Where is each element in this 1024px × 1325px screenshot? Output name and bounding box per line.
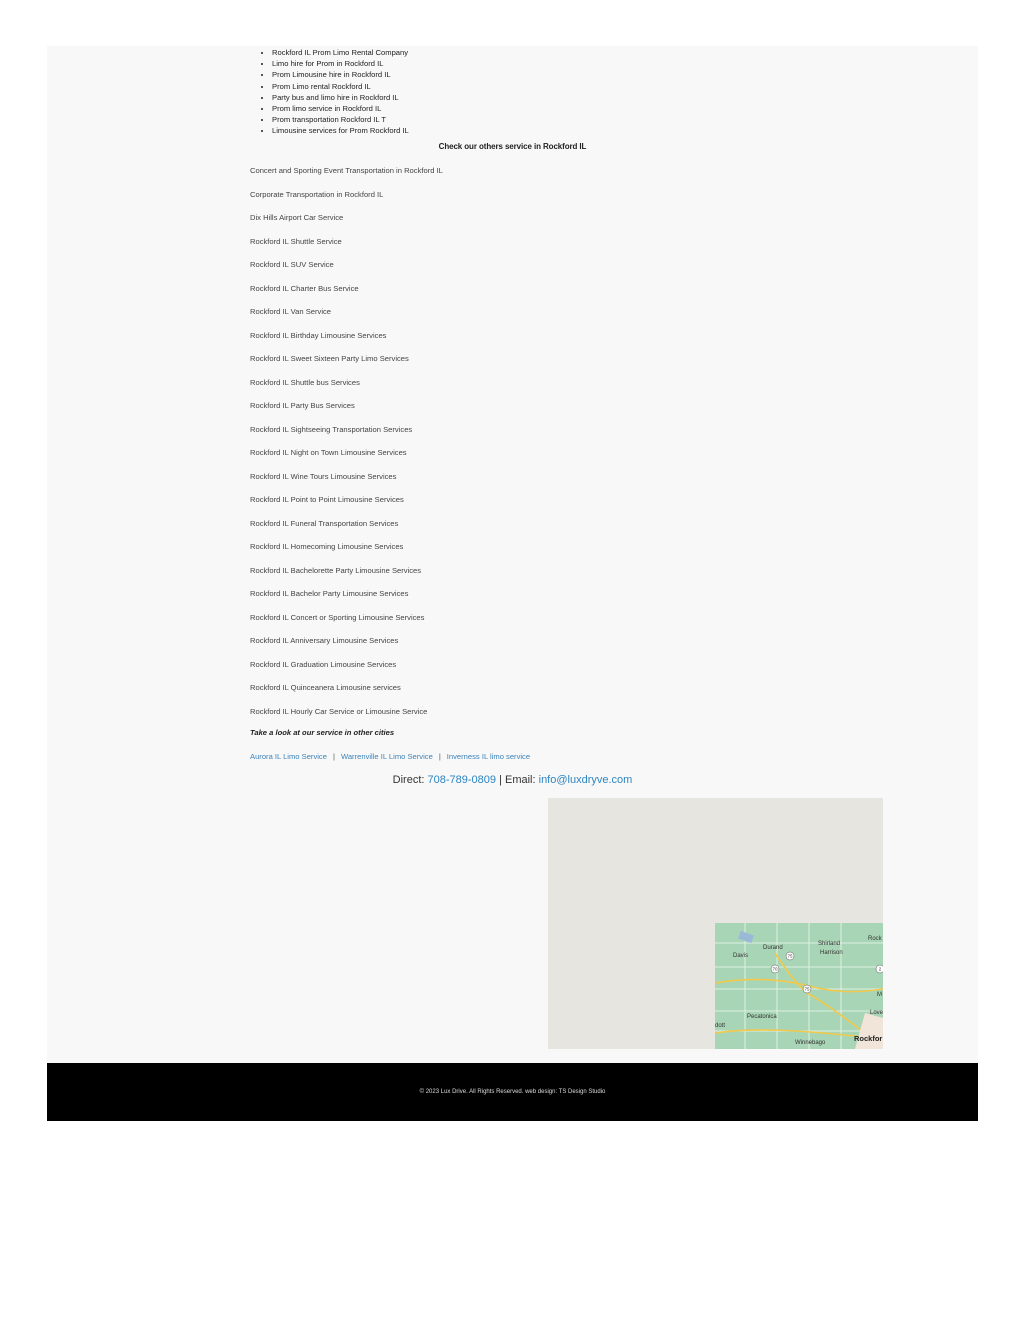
email-link[interactable]: info@luxdryve.com [538, 774, 633, 786]
service-link[interactable]: Rockford IL Homecoming Limousine Services [250, 542, 404, 551]
service-link[interactable]: Rockford IL Hourly Car Service or Limousine Service [250, 706, 428, 716]
route-number: 70 [772, 966, 778, 972]
service-link[interactable]: Rockford IL Bachelorette Party Limousine Services [250, 565, 422, 575]
city-link-aurora[interactable]: Aurora IL Limo Service [250, 752, 327, 761]
route-number: 75 [787, 953, 793, 959]
separator: | [438, 752, 441, 761]
map-label: Davis [733, 953, 749, 959]
list-item: • Rockford IL Prom Limo Rental Company [272, 47, 409, 58]
service-link[interactable]: Rockford IL Birthday Limousine Services [250, 330, 387, 340]
map-label: dott [715, 1023, 726, 1029]
service-link[interactable]: Rockford IL Van Service [250, 307, 332, 316]
map-label: Durand [763, 945, 783, 951]
city-link-warrenville[interactable]: Warrenville IL Limo Service [340, 752, 433, 761]
service-link[interactable]: Corporate Transportation in Rockford IL [250, 189, 384, 199]
service-link[interactable]: Rockford IL Night on Town Limousine Services [250, 448, 407, 457]
other-cities-heading: Take a look at our service in other cities [250, 728, 395, 737]
route-number: 2 [878, 966, 882, 972]
service-link[interactable]: Rockford IL Concert or Sporting Limousine Services [250, 612, 425, 622]
map-label: M [877, 992, 882, 998]
service-link[interactable]: Rockford IL Shuttle Service [250, 236, 342, 246]
map-label: Winnebago [795, 1040, 826, 1046]
city-link-inverness[interactable]: Inverness IL limo service [446, 752, 531, 761]
list-item: • Limousine services for Prom Rockford IL [272, 125, 409, 136]
list-item: • Party bus and limo hire in Rockford IL [272, 92, 409, 103]
service-link[interactable]: Rockford IL Graduation Limousine Services [250, 659, 397, 669]
map-tile [715, 923, 883, 1049]
service-link[interactable]: Rockford IL Party Bus Services [250, 401, 355, 410]
service-link[interactable]: Rockford IL Wine Tours Limousine Services [250, 471, 397, 481]
direct-label: Direct: [392, 774, 425, 786]
prom-services-list [250, 47, 409, 137]
service-link[interactable]: Rockford IL Funeral Transportation Services [250, 518, 399, 528]
phone-link[interactable]: 708-789-0809 [427, 774, 497, 786]
list-item: • Limo hire for Prom in Rockford IL [272, 58, 409, 69]
email-label: Email: [505, 774, 536, 786]
page-content-area [47, 46, 978, 1063]
separator: | [332, 752, 335, 761]
map-label: Pecatonica [747, 1014, 777, 1020]
footer [47, 1063, 978, 1121]
list-item: • Prom Limo rental Rockford IL [272, 81, 409, 92]
service-link[interactable]: Rockford IL Anniversary Limousine Services [250, 636, 399, 645]
service-link[interactable]: Rockford IL Point to Point Limousine Services [250, 495, 404, 504]
embedded-map[interactable] [548, 798, 883, 1049]
map-label: Love [870, 1010, 883, 1016]
service-link[interactable]: Rockford IL Quinceanera Limousine services [250, 683, 401, 692]
contact-line [250, 774, 775, 786]
service-link[interactable]: Rockford IL Bachelor Party Limousine Services [250, 589, 409, 598]
others-services-heading: Check our others service in Rockford IL [438, 142, 587, 151]
list-item: • Prom Limousine hire in Rockford IL [272, 69, 409, 80]
list-item: • Prom limo service in Rockford IL [272, 103, 409, 114]
map-label: Shirland [818, 941, 841, 947]
route-number: 75 [804, 986, 810, 992]
service-link[interactable]: Rockford IL Charter Bus Service [250, 283, 359, 293]
map-label: Rockfor [854, 1034, 883, 1043]
list-item: • Prom transportation Rockford IL T [272, 114, 409, 125]
service-link[interactable]: Rockford IL SUV Service [250, 260, 334, 269]
service-link[interactable]: Rockford IL Sightseeing Transportation Services [250, 424, 413, 434]
other-cities-links [250, 752, 530, 761]
service-link[interactable]: Dix Hills Airport Car Service [250, 213, 344, 222]
service-link[interactable]: Concert and Sporting Event Transportation in Rockford IL [250, 166, 443, 175]
footer-copyright: © 2023 Lux Drive. All Rights Reserved. web design: TS Design Studio [419, 1089, 606, 1095]
service-link[interactable]: Rockford IL Shuttle bus Services [250, 377, 360, 387]
map-label: Rock [868, 936, 882, 942]
map-label: Harrison [820, 950, 843, 956]
separator: | [499, 774, 502, 786]
service-links-list [250, 166, 790, 730]
service-link[interactable]: Rockford IL Sweet Sixteen Party Limo Services [250, 354, 409, 363]
